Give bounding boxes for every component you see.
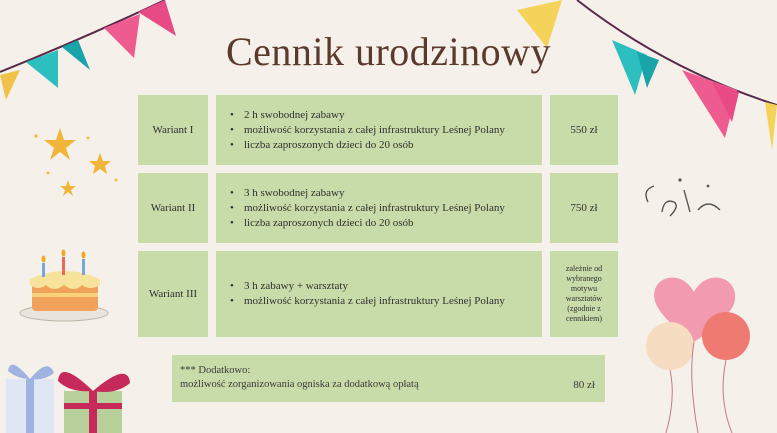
list-item: • 3 h swobodnej zabawy [242,186,505,201]
gifts-decoration [0,353,140,433]
variant-1-features-cell [216,95,542,165]
variant-3-features-cell [216,251,542,337]
variant-2-features-cell [216,173,542,243]
list-item: • liczba zaproszonych dzieci do 20 osób [242,138,505,153]
variant-2-name: Wariant II [150,202,196,214]
variant-1-price: 550 zł [570,124,598,136]
extra-info-box [172,355,605,402]
list-item: • 3 h zabawy + warsztaty [242,279,505,294]
variant-3-name: Wariant III [148,288,198,300]
list-item: • możliwość korzystania z całej infrastruktury Leśnej Polany [242,123,505,138]
balloons-decoration [642,258,777,433]
extra-text: możliwość zorganizowania ogniska za dodatkową opłatą [180,379,419,390]
page-title: Cennik urodzinowy [225,29,552,74]
variant-2-name-cell [138,173,208,243]
birthday-cake-decoration [18,245,118,325]
confetti-decoration [640,172,730,232]
variant-1-feature-list [230,108,505,153]
list-item: • możliwość korzystania z całej infrastruktury Leśnej Polany [242,294,505,309]
variant-2-price-cell [550,173,618,243]
extra-heading: *** Dodatkowo: [180,365,251,376]
extra-price: 80 zł [573,379,595,391]
variant-2-feature-list [230,186,505,231]
bunting-right-decoration [507,0,777,160]
variant-1-name-cell [138,95,208,165]
list-item: • możliwość korzystania z całej infrastruktury Leśnej Polany [242,201,505,216]
list-item: • 2 h swobodnej zabawy [242,108,505,123]
variant-2-price: 750 zł [570,202,598,214]
list-item: • liczba zaproszonych dzieci do 20 osób [242,216,505,231]
variant-1-name: Wariant I [152,124,194,136]
stars-decoration [28,118,138,208]
variant-3-price-cell [550,251,618,337]
variant-3-name-cell [138,251,208,337]
variant-3-feature-list [230,279,505,309]
variant-1-price-cell [550,95,618,165]
variant-3-price: zależnie od wybranego motywu warsztatów (zgodnie z cennikiem) [565,264,603,323]
